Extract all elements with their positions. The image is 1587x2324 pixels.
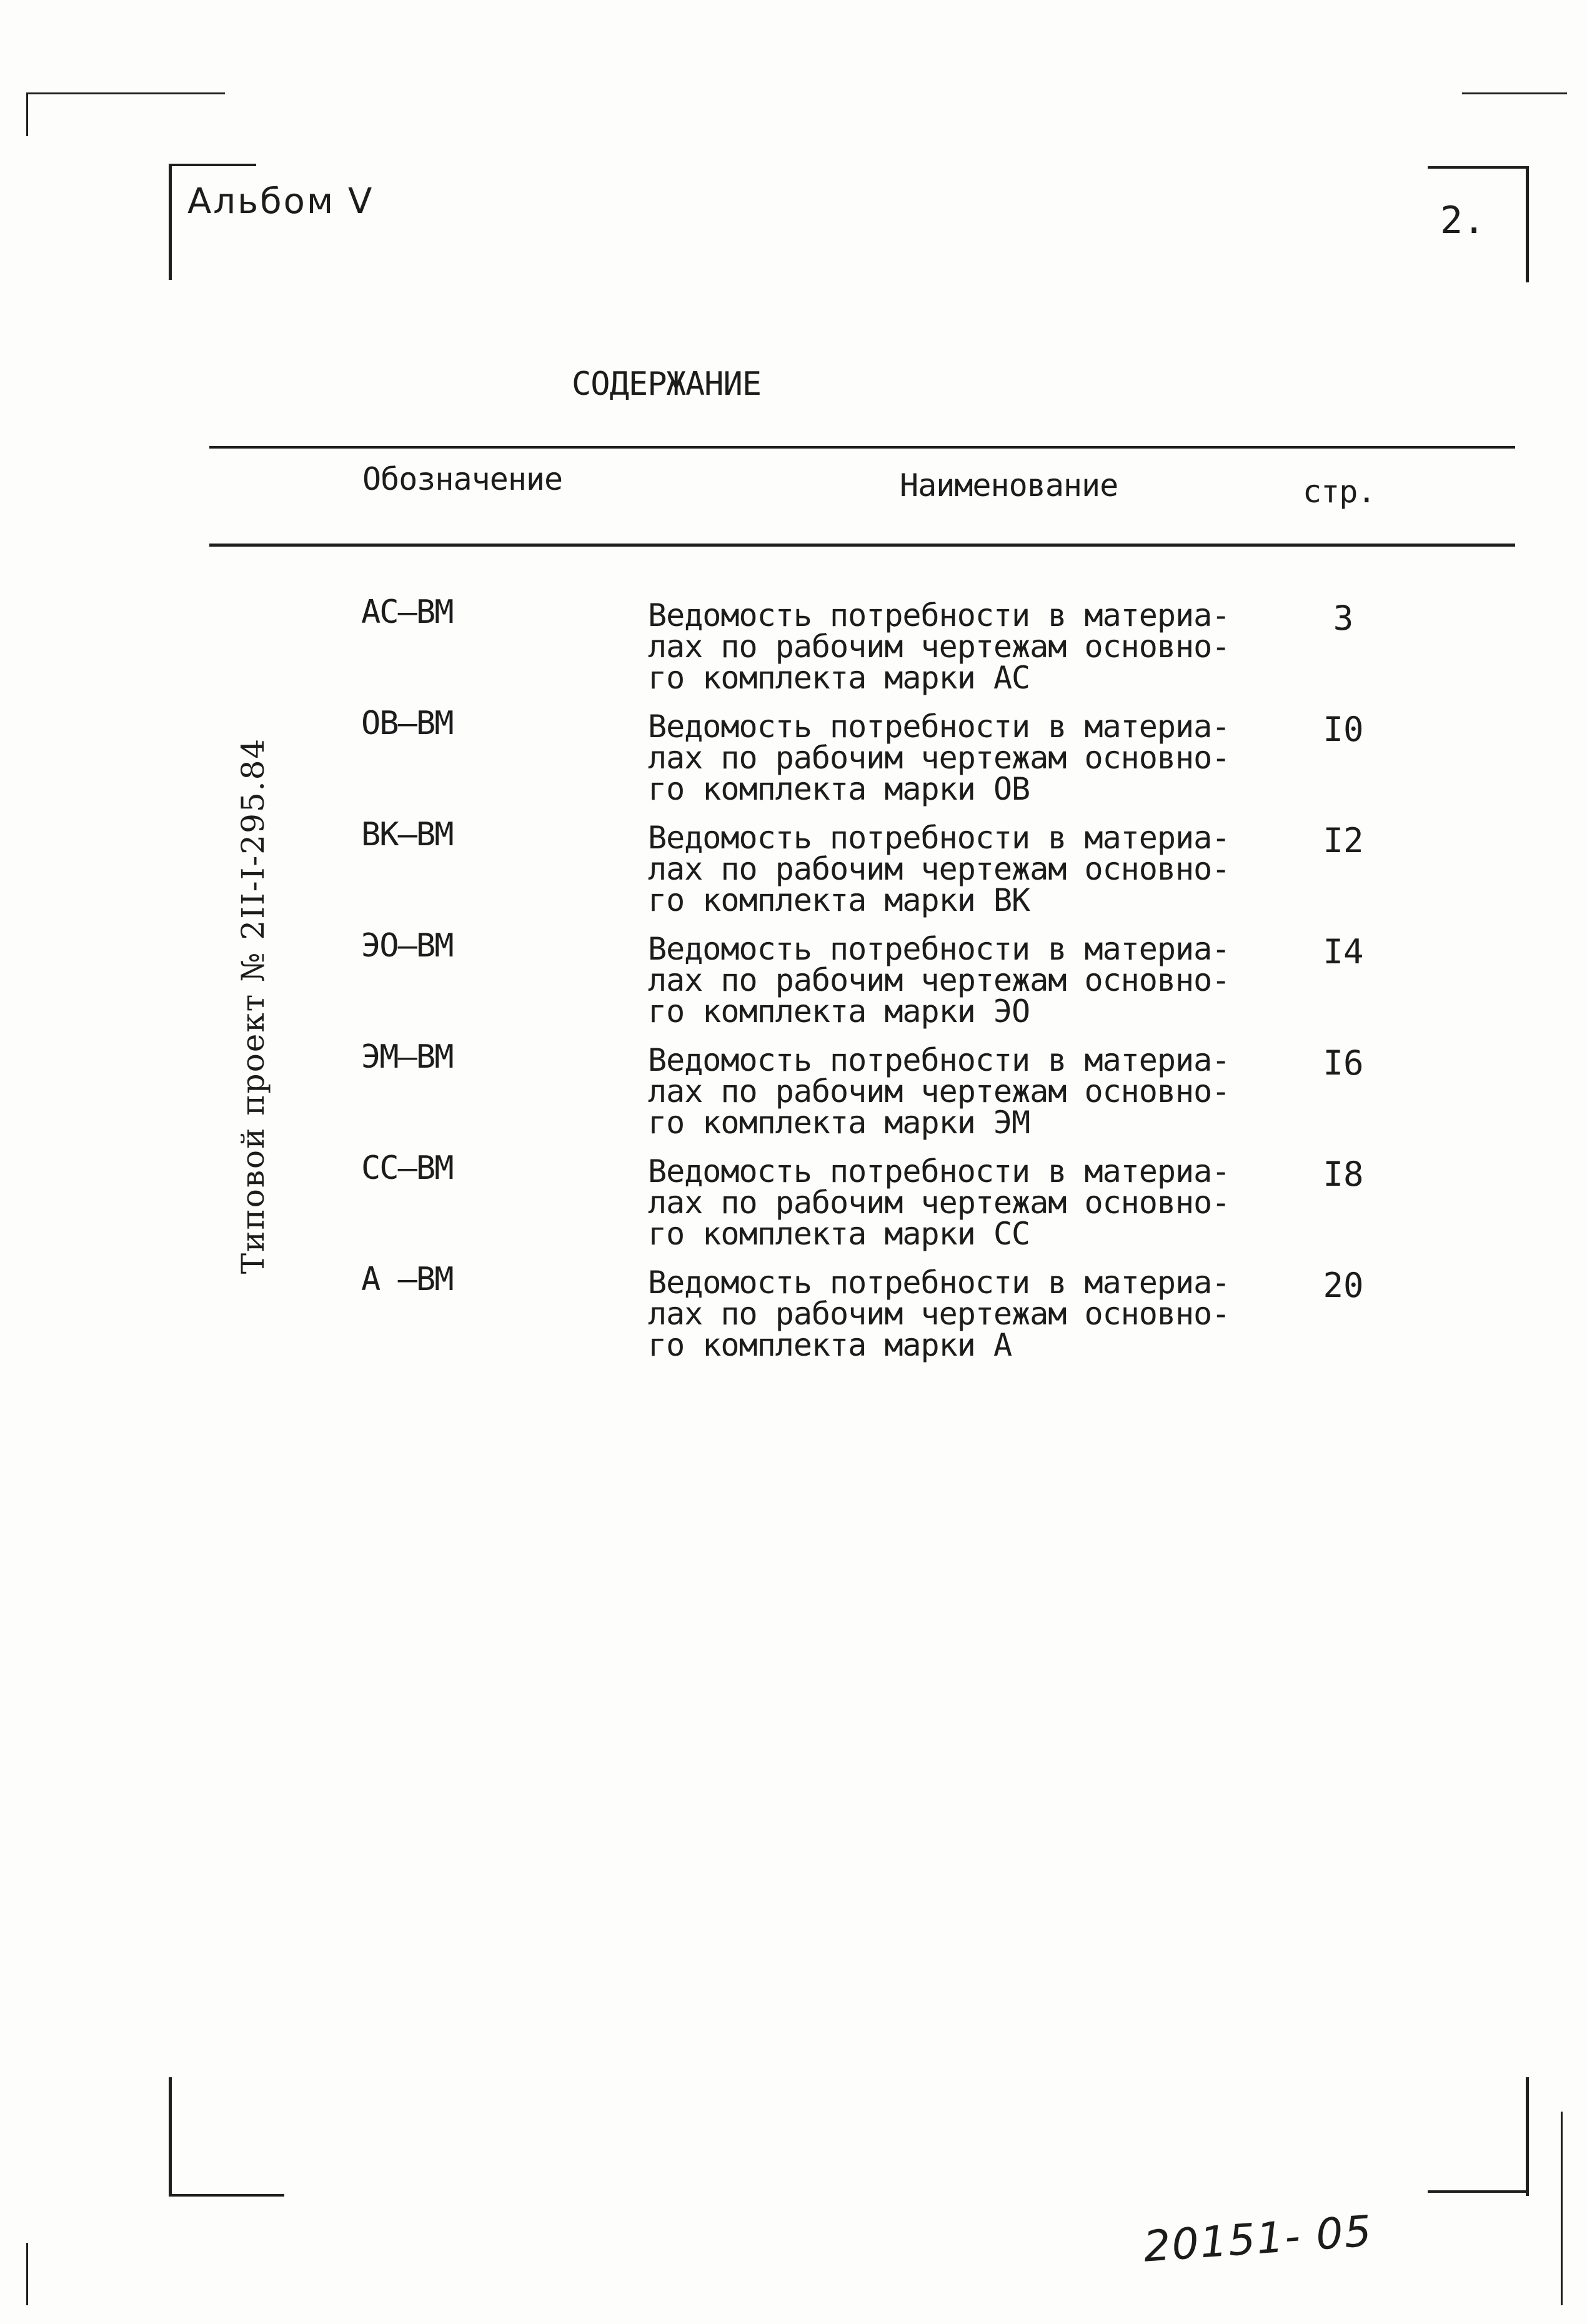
row-description: Ведомость потребности в материа- лах по рабочим чертежам основно- го комплекта марки АС (648, 597, 1230, 696)
row-designation: ЭМ–ВМ (361, 1038, 453, 1076)
row-page: I2 (1323, 821, 1364, 860)
row-designation: СС–ВМ (361, 1150, 453, 1187)
row-designation: ОВ–ВМ (361, 705, 453, 742)
row-description: Ведомость потребности в материа- лах по рабочим чертежам основно- го комплекта марки А (648, 1264, 1230, 1363)
table-row (0, 1261, 1587, 1372)
table-row (0, 1150, 1587, 1261)
outer-corner-bottom-right-v (1561, 2112, 1563, 2305)
column-header-page: стр. (1303, 474, 1376, 510)
row-description: Ведомость потребности в материа- лах по рабочим чертежам основно- го комплекта марки ЭО (648, 931, 1230, 1030)
handwritten-registration-number: 20151- 05 (1142, 2207, 1375, 2272)
frame-corner-bottom-right-v (1526, 2077, 1529, 2196)
row-page: I0 (1323, 710, 1364, 749)
row-description: Ведомость потребности в материа- лах по рабочим чертежам основно- го комплекта марки ОВ (648, 708, 1230, 807)
row-page: 20 (1323, 1266, 1364, 1305)
row-page: I6 (1323, 1043, 1364, 1083)
frame-corner-bottom-right-h (1428, 2190, 1528, 2193)
row-description: Ведомость потребности в материа- лах по рабочим чертежам основно- го комплекта марки ВК (648, 820, 1230, 918)
frame-corner-bottom-left-v (169, 2077, 172, 2196)
row-designation: ВК–ВМ (361, 816, 453, 853)
row-page: I8 (1323, 1155, 1364, 1194)
frame-corner-bottom-left-h (169, 2194, 284, 2197)
column-header-designation: Обозначение (362, 461, 563, 497)
frame-corner-top-right-h (1428, 166, 1528, 169)
frame-corner-top-right-v (1526, 166, 1529, 282)
project-side-stamp: Типовой проект № 2II-I-295.84 (235, 737, 271, 1274)
table-row (0, 816, 1587, 927)
table-row (0, 1038, 1587, 1150)
row-page: 3 (1333, 598, 1354, 638)
frame-corner-top-left-v (169, 164, 172, 280)
outer-corner-bottom-left-v (26, 2243, 28, 2305)
table-row (0, 705, 1587, 816)
outer-corner-top-right-h (1462, 92, 1567, 94)
page-number: 2. (1440, 199, 1486, 242)
row-designation: АС–ВМ (361, 593, 453, 631)
row-description: Ведомость потребности в материа- лах по рабочим чертежам основно- го комплекта марки СС (648, 1153, 1230, 1252)
document-title: СОДЕРЖАНИЕ (572, 365, 762, 403)
album-label: Альбом V (187, 181, 374, 222)
table-row (0, 593, 1587, 705)
outer-corner-top-left-h (26, 92, 225, 94)
row-designation: А –ВМ (361, 1261, 453, 1298)
row-description: Ведомость потребности в материа- лах по рабочим чертежам основно- го комплекта марки ЭМ (648, 1042, 1230, 1141)
table-top-rule (209, 446, 1515, 449)
outer-corner-top-left-v (26, 92, 28, 136)
table-row (0, 927, 1587, 1038)
column-header-name: Наименование (900, 467, 1118, 504)
row-designation: ЭО–ВМ (361, 927, 453, 965)
table-header-bottom-rule (209, 544, 1515, 547)
row-page: I4 (1323, 932, 1364, 971)
frame-corner-top-left-h (169, 164, 256, 166)
